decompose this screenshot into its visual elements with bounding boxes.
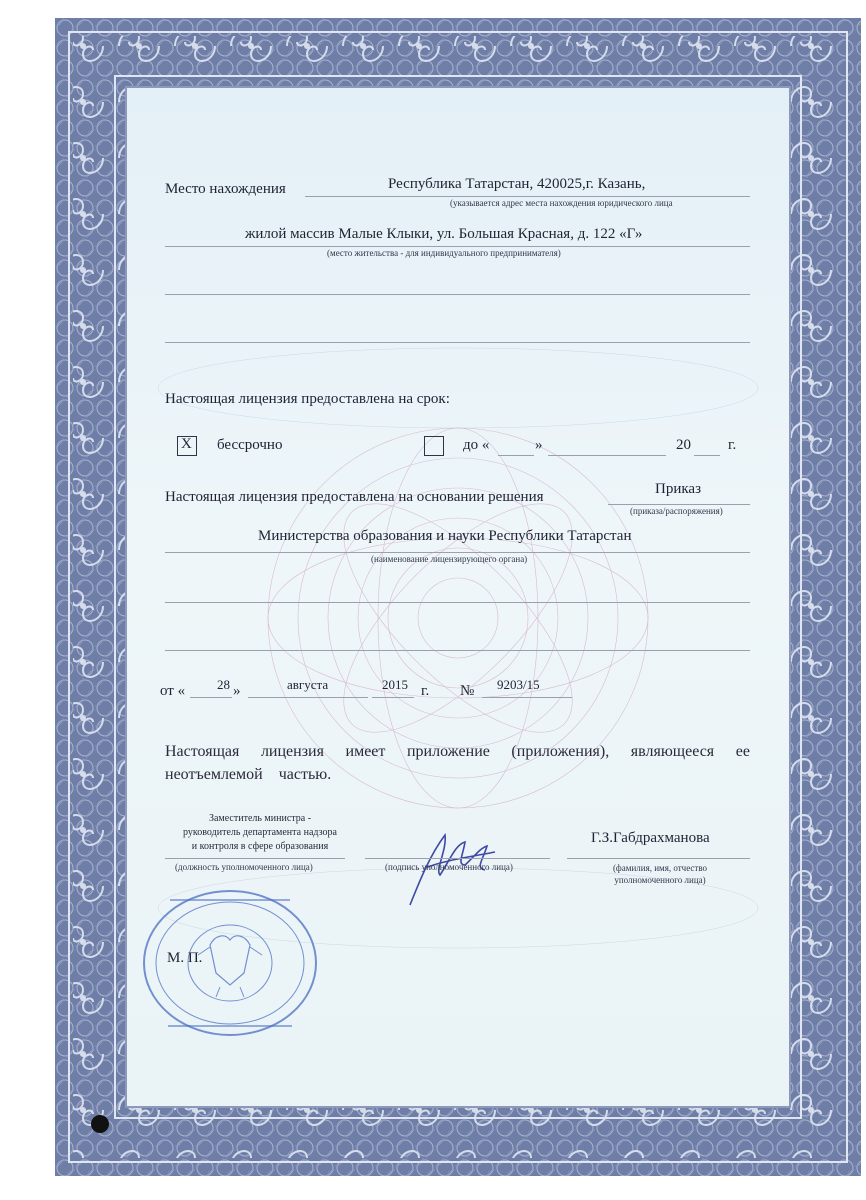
date-year-suffix: г. (421, 683, 430, 699)
position-line: руководитель департамента надзора (183, 827, 337, 838)
date-close-quote: » (233, 683, 241, 699)
date-number-sign: № (460, 683, 475, 699)
basis-type-caption: (приказа/распоряжения) (630, 506, 723, 516)
appendix-word: приложение (406, 743, 490, 760)
appendix-line-2 (165, 766, 331, 784)
until-quote-close: » (535, 437, 543, 453)
basis-heading: Настоящая лицензия предоставлена на основании решения (165, 489, 544, 505)
name-caption-line: уполномоченного лица) (614, 875, 706, 885)
location-value-line1: Республика Татарстан, 420025,г. Казань, (388, 176, 646, 192)
indefinite-label: бессрочно (217, 437, 283, 453)
punch-hole (91, 1115, 109, 1133)
signature-rule (365, 858, 550, 859)
position-line: Заместитель министра - (208, 813, 312, 824)
appendix-word: ее (735, 743, 750, 760)
appendix-word: Настоящая (165, 743, 240, 760)
seal-label: М. П. (167, 950, 203, 966)
term-heading: Настоящая лицензия предоставлена на срок: (165, 391, 450, 407)
location-caption-2: (место жительства - для индивидуального предпринимателя) (327, 248, 561, 258)
date-month-rule (248, 697, 368, 698)
date-from-open: от « (160, 683, 186, 699)
until-day-rule (498, 455, 534, 456)
basis-type-value: Приказ (655, 481, 702, 497)
appendix-word: неотъемлемой (165, 766, 263, 783)
date-number-rule (482, 697, 572, 698)
signature-caption: (подпись уполномоченного лица) (385, 862, 513, 872)
position-text (170, 812, 350, 854)
date-day-rule (190, 697, 232, 698)
until-label: до « (463, 437, 490, 453)
indefinite-checkbox-mark: X (181, 436, 192, 452)
indefinite-checkbox (177, 436, 197, 456)
position-rule (165, 858, 345, 859)
basis-type-rule (608, 504, 750, 505)
position-line: и контроля в сфере образования (191, 841, 329, 852)
date-day: 28 (217, 677, 230, 692)
location-rule-2 (165, 246, 750, 247)
appendix-word: (приложения), (511, 743, 610, 760)
basis-authority-value: Министерства образования и науки Республики Татарстан (258, 528, 632, 544)
appendix-word: лицензия (260, 743, 324, 760)
date-year: 2015 (382, 677, 408, 692)
name-rule (567, 858, 750, 859)
until-month-rule (548, 455, 666, 456)
until-year-suffix: г. (728, 437, 737, 453)
date-year-rule (372, 697, 414, 698)
name-value: Г.З.Габдрахманова (591, 830, 710, 846)
location-rule-3 (165, 294, 750, 295)
appendix-word: частью. (278, 766, 332, 783)
location-caption-1: (указывается адрес места нахождения юридического лица (450, 198, 673, 208)
location-label: Место нахождения (165, 181, 286, 197)
location-rule-1 (305, 196, 750, 197)
basis-authority-rule (165, 552, 750, 553)
until-year-prefix: 20 (676, 437, 691, 453)
location-rule-4 (165, 342, 750, 343)
basis-authority-caption: (наименование лицензирующего органа) (371, 554, 528, 564)
date-number: 9203/15 (497, 677, 540, 692)
position-caption: (должность уполномоченного лица) (175, 862, 313, 872)
name-caption-line: (фамилия, имя, отчество (612, 863, 708, 873)
basis-rule-2 (165, 602, 750, 603)
appendix-word: являющееся (630, 743, 715, 760)
location-value-line2: жилой массив Малые Клыки, ул. Большая Красная, д. 122 «Г» (245, 226, 643, 242)
until-checkbox (424, 436, 444, 456)
date-month: августа (287, 677, 329, 692)
name-caption (580, 862, 740, 886)
until-year-rule (694, 455, 720, 456)
appendix-line-1 (165, 743, 750, 761)
basis-rule-3 (165, 650, 750, 651)
appendix-word: имеет (345, 743, 386, 760)
